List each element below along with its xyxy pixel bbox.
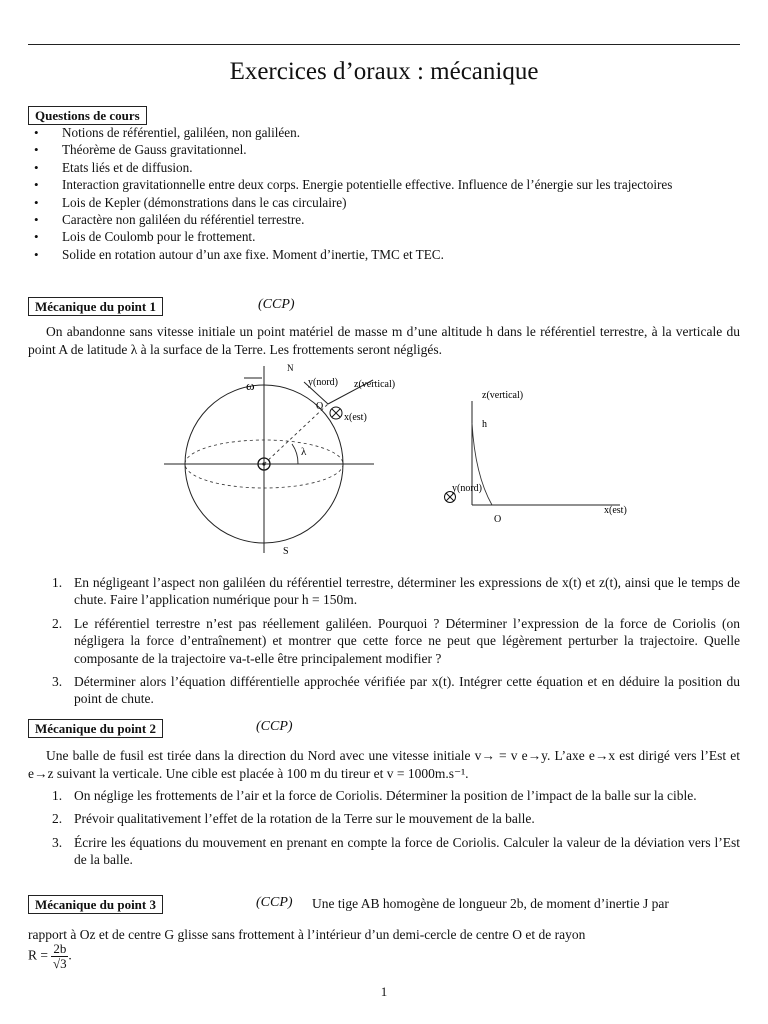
list-item: 3. Déterminer alors l’équation différentielle approchée vérifiée par x(t). Intégrer cette équation et en déduire la position du point de chute.	[52, 674, 740, 707]
y-nord-label: y(nord)	[308, 377, 338, 388]
question-text: Écrire les équations du mouvement en prenant en compte la force de Coriolis. Calculer la valeur de la déviation vers l’Est de la balle.	[74, 834, 740, 868]
x-est-label-2: x(est)	[604, 505, 627, 516]
question-text: Déterminer alors l’équation différentielle approchée vérifiée par x(t). Intégrer cette équation et en déduire la position du point de chute.	[74, 674, 740, 707]
x-est-label: x(est)	[344, 412, 367, 423]
fraction-numerator: 2b	[53, 941, 67, 956]
source-ex1: (CCP)	[258, 297, 295, 312]
question-text: On néglige les frottements de l’air et la force de Coriolis. Déterminer la position de l’impact de la balle sur la cible.	[74, 788, 697, 803]
source-ex2: (CCP)	[256, 719, 293, 734]
list-item: 1. On néglige les frottements de l’air et la force de Coriolis. Déterminer la position de l’impact de la balle sur la cible.	[52, 788, 697, 803]
z-vertical-label: z(vertical)	[354, 379, 396, 390]
section-label-ex1: Mécanique du point 1	[28, 297, 163, 316]
list-item: • Solide en rotation autour d’un axe fixe. Moment d’inertie, TMC et TEC.	[58, 246, 738, 263]
ex3-radius-formula	[28, 942, 740, 971]
z-vertical-label-2: z(vertical)	[482, 390, 524, 401]
origin-label-2: O	[494, 514, 502, 525]
ex2-intro: Une balle de fusil est tirée dans la direction du Nord avec une vitesse initiale v→ = v e→y. L’axe e→x est dirigé vers l’Est et e→z suivant la verticale. Une cible est placée à 100 m du tireur et v = 1000m.s⁻¹.	[28, 748, 740, 781]
y-nord-label-2: y(nord)	[452, 483, 482, 494]
document-page	[28, 0, 740, 1024]
list-item: 3. Écrire les équations du mouvement en prenant en compte la force de Coriolis. Calculer la valeur de la déviation vers l’Est de la balle.	[52, 834, 740, 868]
radius-prefix: R =	[28, 947, 52, 963]
question-text: Le référentiel terrestre n’est pas réellement galiléen. Pourquoi ? Déterminer l’expression de la force de Coriolis (on négligera la force d’entraînement) et montrer que cette force ne peut que légèrement perturber la trajectoire. Quelle composante de la trajectoire va-t-elle être principalement modifier ?	[74, 615, 740, 666]
list-item: • Lois de Kepler (démonstrations dans le cas circulaire)	[58, 194, 738, 211]
section-label-ex2: Mécanique du point 2	[28, 719, 163, 738]
question-text: Prévoir qualitativement l’effet de la rotation de la Terre sur le mouvement de la balle.	[74, 811, 535, 827]
section-label-ex3: Mécanique du point 3	[28, 895, 163, 914]
top-rule	[28, 44, 740, 45]
list-item: 2. Prévoir qualitativement l’effet de la rotation de la Terre sur le mouvement de la balle.	[52, 811, 535, 827]
south-label: S	[283, 546, 289, 557]
ex1-intro: On abandonne sans vitesse initiale un point matériel de masse m d’une altitude h dans le référentiel terrestre, à la verticale du point A de latitude λ à la surface de la Terre. Les frottements seront négligés.	[28, 324, 740, 357]
list-item: • Caractère non galiléen du référentiel terrestre.	[58, 211, 738, 228]
radius-suffix: .	[68, 947, 72, 963]
h-label: h	[482, 419, 487, 430]
earth-figure	[158, 358, 418, 563]
list-item-text: • Interaction gravitationnelle entre deux corps. Energie potentielle effective. Influence de l’énergie sur les trajectoires	[62, 177, 673, 193]
list-item: • Lois de Coulomb pour le frottement.	[58, 228, 738, 245]
section-label-questions-cours: Questions de cours	[28, 106, 147, 125]
lambda-label: λ	[301, 446, 307, 458]
ex3-text-line1: Une tige AB homogène de longueur 2b, de moment d’inertie J par	[312, 896, 669, 911]
page-number: 1	[380, 984, 388, 999]
origin-label: O	[316, 401, 324, 412]
list-item: • Théorème de Gauss gravitationnel.	[58, 141, 738, 158]
fraction-denominator: √3	[53, 956, 67, 971]
list-item: • Notions de référentiel, galiléen, non galiléen.	[58, 124, 738, 141]
ex1-questions	[52, 574, 740, 714]
source-ex3: (CCP)	[256, 895, 293, 910]
list-item: 1. En négligeant l’aspect non galiléen du référentiel terrestre, déterminer les expressions de x(t) et z(t), ainsi que le temps de chute. Faire l’application numérique pour h = 150m.	[52, 575, 740, 608]
north-label: N	[287, 363, 294, 373]
ex3-text-line2: rapport à Oz et de centre G glisse sans frottement à l’intérieur d’un demi-cercle de centre O et de rayon	[28, 927, 586, 942]
list-item: • Etats liés et de diffusion.	[58, 159, 738, 176]
trajectory-figure	[420, 385, 640, 530]
questions-cours-list	[58, 124, 738, 263]
page-title: Exercices d’oraux : mécanique	[229, 58, 539, 85]
radius-fraction	[51, 942, 68, 971]
list-item	[58, 176, 738, 193]
question-text: En négligeant l’aspect non galiléen du référentiel terrestre, déterminer les expressions de x(t) et z(t), ainsi que le temps de chute. Faire l’application numérique pour h = 150m.	[74, 575, 740, 608]
list-item: 2. Le référentiel terrestre n’est pas réellement galiléen. Pourquoi ? Déterminer l’expression de la force de Coriolis (on négligera la force d’entraînement) et montrer que cette force ne peut que légèrement perturber la trajectoire. Quelle composante de la trajectoire va-t-elle être principalement modifier ?	[52, 615, 740, 666]
ex2-questions	[52, 787, 740, 875]
omega-label: ω	[246, 378, 255, 393]
